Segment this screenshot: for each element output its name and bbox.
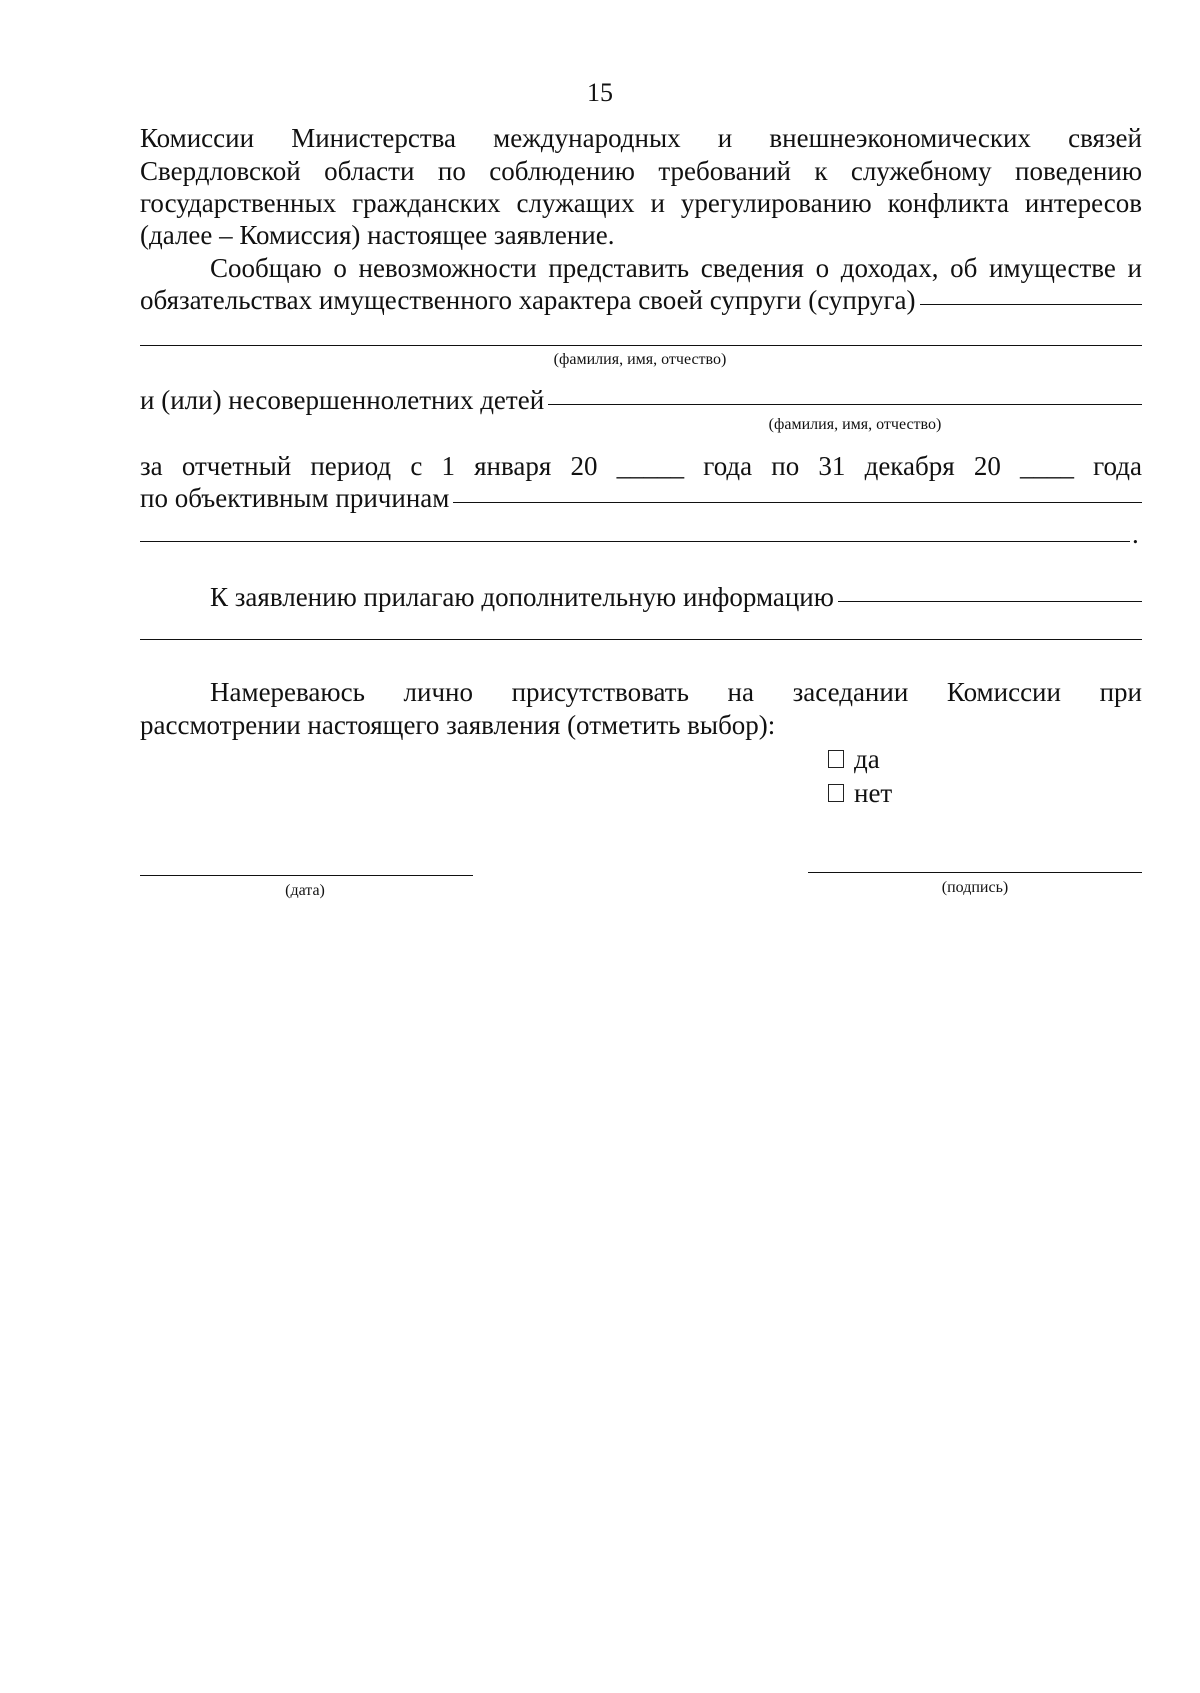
paragraph2-line2-text: обязательствах имущественного характера своей супруги (супруга) [140, 285, 916, 315]
reasons-end-dot: . [1132, 519, 1139, 549]
attachment-label: К заявлению прилагаю дополнительную информацию [210, 582, 834, 612]
paragraph1-line2: Свердловской области по соблюдению требований к служебному поведению [140, 156, 1142, 186]
date-hint: (дата) [285, 882, 325, 899]
spouse-fio-line[interactable] [140, 345, 1142, 346]
reasons-label: по объективным причинам [140, 483, 450, 513]
attachment-continuation-line[interactable] [140, 639, 1142, 640]
reasons-continuation-line[interactable] [140, 541, 1130, 542]
reasons-line [140, 482, 1142, 514]
option-yes[interactable] [828, 743, 880, 775]
date-line[interactable] [140, 875, 473, 876]
attend-line2: рассмотрении настоящего заявления (отметить выбор): [140, 710, 776, 740]
paragraph1-line3: государственных гражданских служащих и урегулированию конфликта интересов [140, 188, 1142, 218]
period-line: за отчетный период с 1 января 20 _____ года по 31 декабря 20 ____ года [140, 451, 1142, 481]
children-label: и (или) несовершеннолетних детей [140, 385, 545, 415]
option-yes-label: да [854, 744, 880, 774]
paragraph2-line1: Сообщаю о невозможности представить сведения о доходах, об имуществе и [210, 253, 1142, 283]
attachment-line [140, 581, 1142, 613]
option-no-label: нет [854, 778, 893, 808]
hint-fio-spouse: (фамилия, имя, отчество) [553, 351, 727, 368]
checkbox-yes-icon[interactable] [828, 750, 844, 768]
checkbox-no-icon[interactable] [828, 784, 844, 802]
page-number: 15 [587, 78, 613, 107]
paragraph2-line2 [140, 284, 1142, 316]
paragraph1-line4: (далее – Комиссия) настоящее заявление. [140, 220, 615, 250]
attachment-field[interactable] [838, 600, 1142, 602]
children-line [140, 384, 1142, 416]
reasons-field[interactable] [453, 501, 1142, 503]
signature-line[interactable] [808, 872, 1142, 873]
children-name-field[interactable] [548, 403, 1142, 405]
paragraph1-line1: Комиссии Министерства международных и внешнеэкономических связей [140, 123, 1142, 153]
hint-fio-children: (фамилия, имя, отчество) [768, 416, 942, 433]
signature-hint: (подпись) [941, 879, 1009, 896]
option-no[interactable] [828, 777, 892, 809]
attend-line1: Намереваюсь лично присутствовать на заседании Комиссии при [210, 677, 1142, 707]
spouse-name-field[interactable] [920, 303, 1142, 305]
